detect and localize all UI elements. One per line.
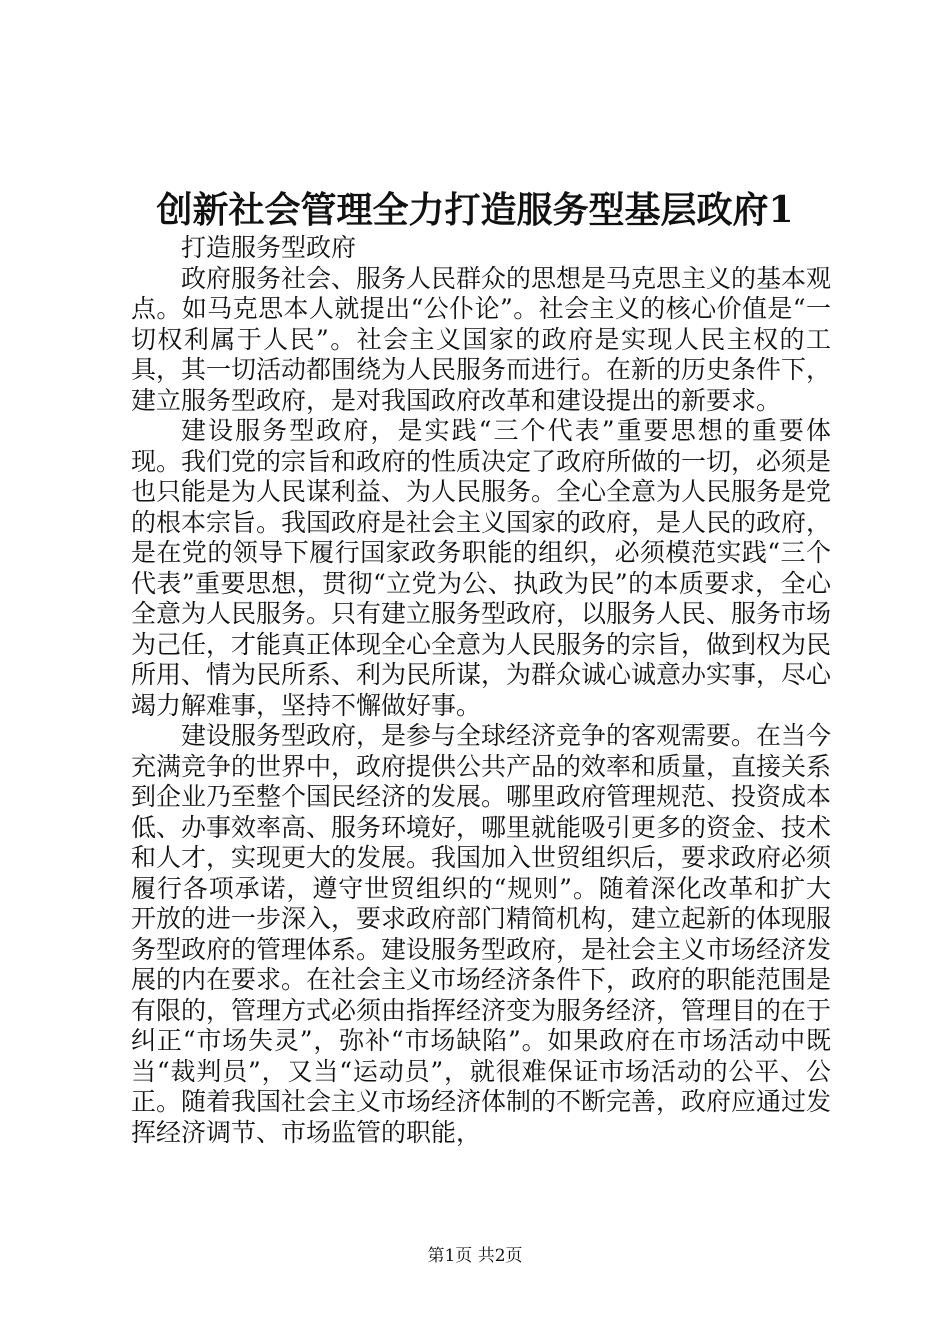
paragraph: 政府服务社会、服务人民群众的思想是马克思主义的基本观点。如马克思本人就提出“公仆论”。社会主义的核心价值是“一切权利属于人民”。社会主义国家的政府是实现人民主权的工具，其一切活动都围绕为人民服务而进行。在新的历史条件下，建立服务型政府，是对我国政府改革和建设提出的新要求。: [131, 263, 832, 415]
document-body: [131, 233, 831, 1148]
paragraph: 建设服务型政府，是实践“三个代表”重要思想的重要体现。我们党的宗旨和政府的性质决定了政府所做的一切，必须是也只能是为人民谋利益、为人民服务。全心全意为人民服务是党的根本宗旨。我国政府是社会主义国家的政府，是人民的政府，是在党的领导下履行国家政务职能的组织，必须模范实践“三个代表”重要思想，贯彻“立党为公、执政为民”的本质要求，全心全意为人民服务。只有建立服务型政府，以服务人民、服务市场为己任，才能真正体现全心全意为人民服务的宗旨，做到权为民所用、情为民所系、利为民所谋，为群众诚心诚意办实事，尽心竭力解难事，坚持不懈做好事。: [131, 416, 832, 720]
document-title: 创新社会管理全力打造服务型基层政府1: [156, 189, 794, 231]
paragraph: 建设服务型政府，是参与全球经济竞争的客观需要。在当今充满竞争的世界中，政府提供公共产品的效率和质量，直接关系到企业乃至整个国民经济的发展。哪里政府管理规范、投资成本低、办事效率高、服务环境好，哪里就能吸引更多的资金、技术和人才，实现更大的发展。我国加入世贸组织后，要求政府必须履行各项承诺，遵守世贸组织的“规则”。随着深化改革和扩大开放的进一步深入，要求政府部门精简机构，建立起新的体现服务型政府的管理体系。建设服务型政府，是社会主义市场经济发展的内在要求。在社会主义市场经济条件下，政府的职能范围是有限的，管理方式必须由指挥经济变为服务经济，管理目的在于纠正“市场失灵”，弥补“市场缺陷”。如果政府在市场活动中既当“裁判员”，又当“运动员”，就很难保证市场活动的公平、公正。随着我国社会主义市场经济体制的不断完善，政府应通过发挥经济调节、市场监管的职能，: [131, 721, 832, 1147]
section-subheading: 打造服务型政府: [181, 233, 357, 262]
page-number-footer: 第1页 共2页: [427, 1246, 523, 1266]
